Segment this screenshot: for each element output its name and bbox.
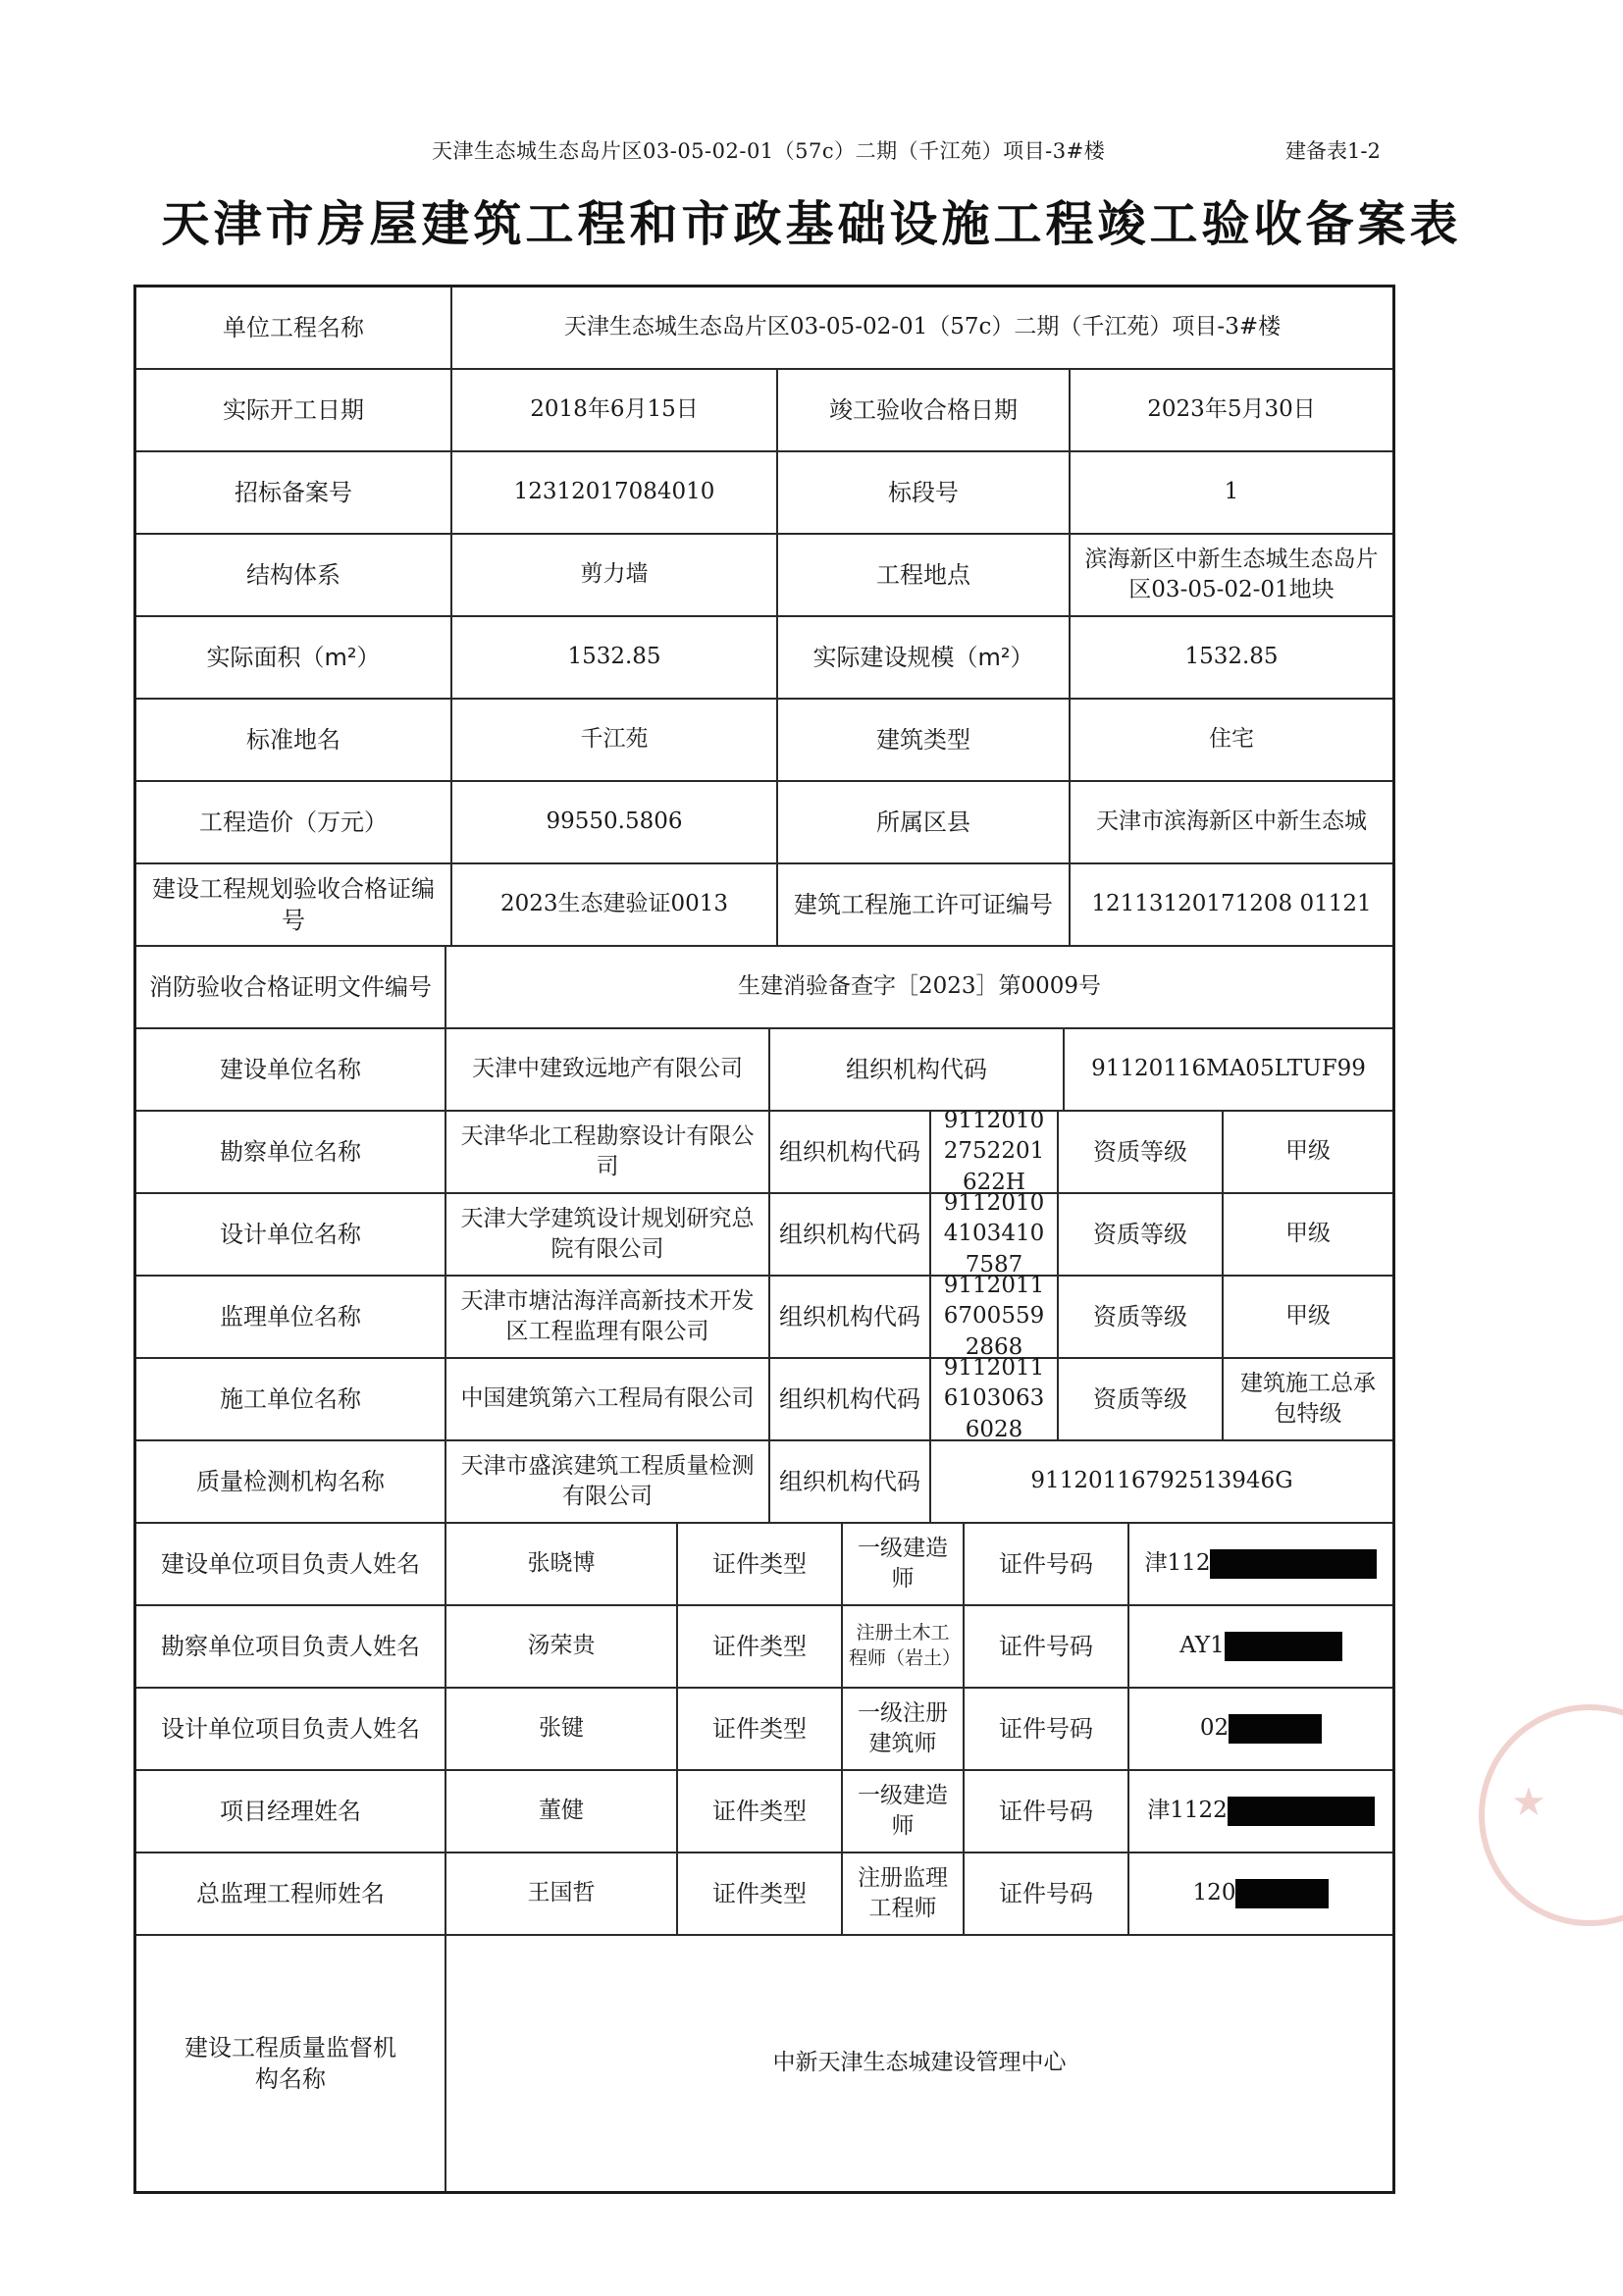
label-permit-no: 建筑工程施工许可证编号 [778, 864, 1071, 945]
label-design-grade: 资质等级 [1059, 1194, 1224, 1275]
cert-type: 一级注册建筑师 [843, 1689, 965, 1769]
value-structure: 剪力墙 [452, 535, 778, 615]
label-project-name: 单位工程名称 [136, 287, 452, 368]
redaction-block [1229, 1714, 1322, 1744]
value-construction-grade: 建筑施工总承包特级 [1240, 1370, 1376, 1427]
person-role-label: 勘察单位项目负责人姓名 [136, 1606, 446, 1687]
label-construction: 施工单位名称 [136, 1359, 446, 1439]
value-scale: 1532.85 [1184, 644, 1279, 670]
value-testing: 天津市盛滨建筑工程质量检测有限公司 [446, 1441, 770, 1522]
cert-type-label: 证件类型 [678, 1853, 843, 1934]
label-construction-grade: 资质等级 [1059, 1359, 1224, 1439]
value-fire-cert: 生建消验备查字［2023］第0009号 [737, 973, 1102, 1000]
value-design-grade: 甲级 [1285, 1221, 1331, 1247]
label-structure: 结构体系 [136, 535, 452, 615]
person-name: 王国哲 [446, 1853, 678, 1934]
person-name: 董健 [446, 1771, 678, 1852]
label-supervision-grade: 资质等级 [1059, 1277, 1224, 1357]
label-testing-code: 组织机构代码 [770, 1441, 931, 1522]
row-start-date [136, 370, 1392, 452]
row-place-name [136, 700, 1392, 782]
value-design: 天津大学建筑设计规划研究总院有限公司 [446, 1194, 770, 1275]
cert-no-cell [1129, 1853, 1392, 1934]
row-area [136, 617, 1392, 700]
redaction-block [1235, 1879, 1329, 1908]
row-design [136, 1190, 1392, 1278]
value-planning-cert: 2023生态建验证0013 [452, 864, 778, 945]
filing-table [133, 285, 1395, 2194]
label-bid-no: 招标备案号 [136, 452, 452, 533]
label-start-date: 实际开工日期 [136, 370, 452, 450]
row-cost [136, 782, 1392, 864]
redaction-block [1210, 1549, 1377, 1579]
value-quality-supervisor: 中新天津生态城建设管理中心 [772, 2050, 1067, 2076]
cert-no-cell [1129, 1524, 1392, 1604]
row-quality-supervisor [136, 1936, 1392, 2191]
cert-type-label: 证件类型 [678, 1524, 843, 1604]
value-bid-no: 12312017084010 [452, 452, 778, 533]
value-district: 天津市滨海新区中新生态城 [1096, 809, 1367, 835]
cert-type: 注册监理工程师 [843, 1853, 965, 1934]
cert-type: 一级建造师 [843, 1771, 965, 1852]
value-builder-code: 91120116MA05LTUF99 [1091, 1056, 1366, 1082]
person-row [136, 1606, 1392, 1689]
person-role-label: 设计单位项目负责人姓名 [136, 1689, 446, 1769]
cert-no-cell [1129, 1606, 1392, 1687]
person-role-label: 项目经理姓名 [136, 1771, 446, 1852]
cert-no-cell [1129, 1771, 1392, 1852]
label-builder-code: 组织机构代码 [770, 1029, 1065, 1110]
value-supervision-grade: 甲级 [1285, 1303, 1331, 1330]
row-testing [136, 1441, 1392, 1524]
value-testing-code: 91120116792513946G [1030, 1468, 1293, 1494]
label-fire-cert: 消防验收合格证明文件编号 [136, 947, 446, 1027]
label-cost: 工程造价（万元） [136, 782, 452, 862]
row-structure [136, 535, 1392, 617]
cert-no-label: 证件号码 [965, 1771, 1129, 1852]
value-place-name: 千江苑 [452, 700, 778, 780]
row-planning [136, 864, 1392, 947]
label-survey-code: 组织机构代码 [770, 1112, 931, 1192]
label-design: 设计单位名称 [136, 1194, 446, 1275]
cert-no-label: 证件号码 [965, 1689, 1129, 1769]
cert-type-label: 证件类型 [678, 1689, 843, 1769]
stamp-mark [1472, 1668, 1623, 1962]
value-section-no: 1 [1224, 479, 1239, 505]
label-acceptance-date: 竣工验收合格日期 [778, 370, 1071, 450]
label-survey: 勘察单位名称 [136, 1112, 446, 1192]
row-construction [136, 1355, 1392, 1442]
value-construction-code: 911201161030636028 [931, 1359, 1059, 1439]
label-builder: 建设单位名称 [136, 1029, 446, 1110]
person-row [136, 1771, 1392, 1853]
row-survey [136, 1108, 1392, 1195]
label-testing: 质量检测机构名称 [136, 1441, 446, 1522]
row-builder [136, 1029, 1392, 1112]
cert-no: 津1122 [1147, 1798, 1228, 1824]
value-cost: 99550.5806 [452, 782, 778, 862]
person-row [136, 1689, 1392, 1771]
form-code: 建备表1-2 [1285, 139, 1381, 163]
label-quality-supervisor: 建设工程质量监督机构名称 [136, 1936, 446, 2191]
value-start-date: 2018年6月15日 [452, 370, 778, 450]
value-building-type: 住宅 [1209, 726, 1254, 753]
cert-type-label: 证件类型 [678, 1606, 843, 1687]
cert-no: 120 [1192, 1880, 1236, 1906]
label-survey-grade: 资质等级 [1059, 1112, 1224, 1192]
person-role-label: 总监理工程师姓名 [136, 1853, 446, 1934]
label-design-code: 组织机构代码 [770, 1194, 931, 1275]
cert-type-label: 证件类型 [678, 1771, 843, 1852]
label-supervision-code: 组织机构代码 [770, 1277, 931, 1357]
project-header-line: 天津生态城生态岛片区03-05-02-01（57c）二期（千江苑）项目-3#楼 [432, 139, 1106, 163]
cert-no-label: 证件号码 [965, 1853, 1129, 1934]
person-row [136, 1853, 1392, 1936]
cert-type: 注册土木工程师（岩土） [843, 1606, 965, 1687]
label-place-name: 标准地名 [136, 700, 452, 780]
row-supervision [136, 1273, 1392, 1360]
label-planning-cert: 建设工程规划验收合格证编号 [136, 864, 452, 945]
value-permit-no: 12113120171208 01121 [1091, 891, 1372, 917]
row-project-name [136, 287, 1392, 370]
label-district: 所属区县 [778, 782, 1071, 862]
person-name: 汤荣贵 [446, 1606, 678, 1687]
document-title: 天津市房屋建筑工程和市政基础设施工程竣工验收备案表 [161, 196, 1462, 252]
cert-no: 津112 [1144, 1550, 1211, 1577]
value-location: 滨海新区中新生态城生态岛片区03-05-02-01地块 [1084, 546, 1379, 602]
cert-no-label: 证件号码 [965, 1524, 1129, 1604]
label-area: 实际面积（m²） [136, 617, 452, 698]
label-section-no: 标段号 [778, 452, 1071, 533]
redaction-block [1228, 1797, 1375, 1826]
label-location: 工程地点 [778, 535, 1071, 615]
value-builder: 天津中建致远地产有限公司 [446, 1029, 770, 1110]
row-bid-no [136, 452, 1392, 535]
value-acceptance-date: 2023年5月30日 [1147, 396, 1316, 423]
value-survey: 天津华北工程勘察设计有限公司 [446, 1112, 770, 1192]
label-scale: 实际建设规模（m²） [778, 617, 1071, 698]
label-construction-code: 组织机构代码 [770, 1359, 931, 1439]
cert-no-cell [1129, 1689, 1392, 1769]
cert-no: 02 [1199, 1715, 1230, 1742]
value-supervision: 天津市塘沽海洋高新技术开发区工程监理有限公司 [446, 1277, 770, 1357]
redaction-block [1225, 1632, 1342, 1661]
row-fire [136, 947, 1392, 1029]
cert-no: AY1 [1179, 1633, 1225, 1659]
label-supervision: 监理单位名称 [136, 1277, 446, 1357]
person-name: 张键 [446, 1689, 678, 1769]
person-role-label: 建设单位项目负责人姓名 [136, 1524, 446, 1604]
svg-text:★: ★ [1511, 1780, 1546, 1825]
value-area: 1532.85 [452, 617, 778, 698]
label-building-type: 建筑类型 [778, 700, 1071, 780]
value-survey-code: 91120102752201622H [931, 1112, 1059, 1192]
person-name: 张晓博 [446, 1524, 678, 1604]
person-row [136, 1524, 1392, 1606]
value-survey-grade: 甲级 [1285, 1138, 1331, 1165]
value-design-code: 911201041034107587 [931, 1194, 1059, 1275]
cert-no-label: 证件号码 [965, 1606, 1129, 1687]
value-project-name: 天津生态城生态岛片区03-05-02-01（57c）二期（千江苑）项目-3#楼 [563, 314, 1282, 340]
cert-type: 一级建造师 [843, 1524, 965, 1604]
value-construction: 中国建筑第六工程局有限公司 [446, 1359, 770, 1439]
value-supervision-code: 911201167005592868 [931, 1277, 1059, 1357]
